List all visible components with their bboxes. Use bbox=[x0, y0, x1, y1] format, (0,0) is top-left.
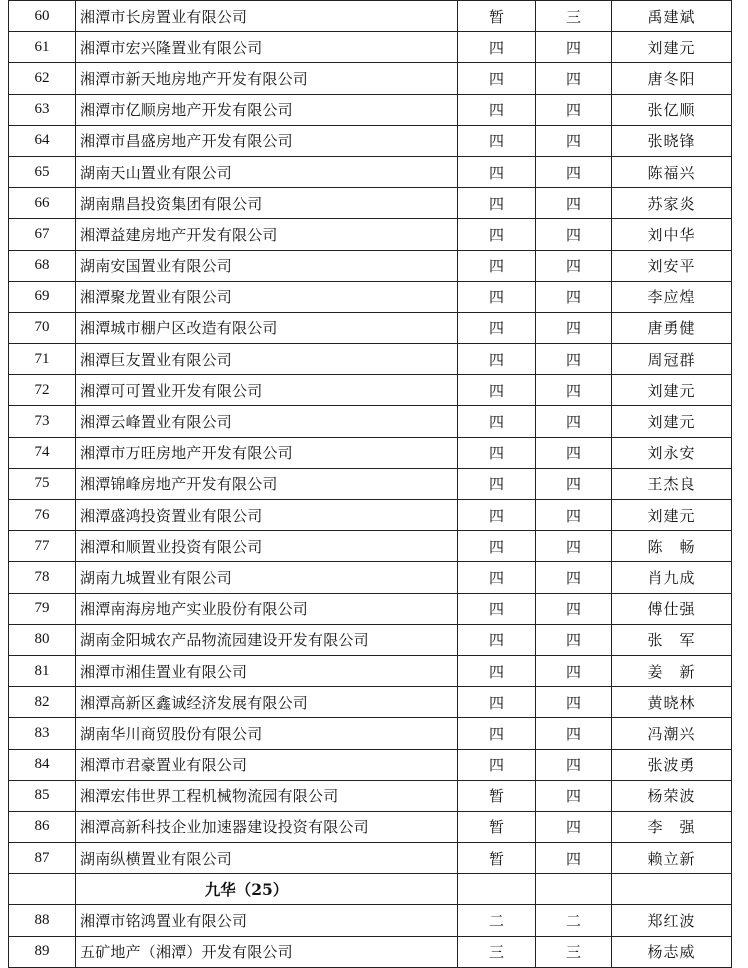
table-row bbox=[9, 63, 732, 94]
company-name: 湘潭和顺置业投资有限公司 bbox=[76, 531, 458, 562]
contact-person: 刘安平 bbox=[612, 250, 732, 281]
row-number: 81 bbox=[9, 655, 76, 686]
table-row bbox=[9, 936, 732, 967]
table-row bbox=[9, 437, 732, 468]
grade-2: 四 bbox=[536, 531, 612, 562]
table-row bbox=[9, 156, 732, 187]
company-name: 湘潭市宏兴隆置业有限公司 bbox=[76, 32, 458, 63]
grade-1: 四 bbox=[458, 406, 536, 437]
contact-person: 刘建元 bbox=[612, 375, 732, 406]
grade-2: 四 bbox=[536, 718, 612, 749]
grade-2: 四 bbox=[536, 843, 612, 874]
grade-2: 四 bbox=[536, 500, 612, 531]
table-row bbox=[9, 531, 732, 562]
company-name: 湖南九城置业有限公司 bbox=[76, 562, 458, 593]
row-number: 85 bbox=[9, 780, 76, 811]
company-name: 湘潭锦峰房地产开发有限公司 bbox=[76, 468, 458, 499]
grade-1: 四 bbox=[458, 468, 536, 499]
table-row bbox=[9, 344, 732, 375]
contact-person: 王杰良 bbox=[612, 468, 732, 499]
contact-person: 唐冬阳 bbox=[612, 63, 732, 94]
company-name: 湘潭市亿顺房地产开发有限公司 bbox=[76, 94, 458, 125]
contact-person: 刘永安 bbox=[612, 437, 732, 468]
company-name: 湘潭可可置业开发有限公司 bbox=[76, 375, 458, 406]
company-name: 湖南安国置业有限公司 bbox=[76, 250, 458, 281]
row-number: 70 bbox=[9, 312, 76, 343]
row-number: 63 bbox=[9, 94, 76, 125]
company-name: 湘潭市君豪置业有限公司 bbox=[76, 749, 458, 780]
company-name: 湘潭聚龙置业有限公司 bbox=[76, 281, 458, 312]
grade-1: 四 bbox=[458, 375, 536, 406]
grade-1: 四 bbox=[458, 437, 536, 468]
contact-person: 赖立新 bbox=[612, 843, 732, 874]
grade-2: 四 bbox=[536, 94, 612, 125]
company-name: 湖南纵横置业有限公司 bbox=[76, 843, 458, 874]
row-number: 78 bbox=[9, 562, 76, 593]
grade-1: 四 bbox=[458, 749, 536, 780]
grade-1: 四 bbox=[458, 655, 536, 686]
grade-2: 四 bbox=[536, 344, 612, 375]
grade-1: 四 bbox=[458, 624, 536, 655]
company-name: 湘潭市新天地房地产开发有限公司 bbox=[76, 63, 458, 94]
grade-2: 四 bbox=[536, 188, 612, 219]
contact-person: 张亿顺 bbox=[612, 94, 732, 125]
grade-2: 四 bbox=[536, 655, 612, 686]
grade-2: 四 bbox=[536, 624, 612, 655]
grade-1: 四 bbox=[458, 718, 536, 749]
table-row bbox=[9, 500, 732, 531]
row-number: 89 bbox=[9, 936, 76, 967]
grade-2: 四 bbox=[536, 593, 612, 624]
section-grade1-cell bbox=[458, 874, 536, 905]
table-body bbox=[9, 1, 732, 874]
company-name: 湖南鼎昌投资集团有限公司 bbox=[76, 188, 458, 219]
table-row bbox=[9, 312, 732, 343]
company-name: 湘潭市昌盛房地产开发有限公司 bbox=[76, 125, 458, 156]
company-name: 五矿地产（湘潭）开发有限公司 bbox=[76, 936, 458, 967]
table-row bbox=[9, 780, 732, 811]
company-name: 湖南金阳城农产品物流园建设开发有限公司 bbox=[76, 624, 458, 655]
grade-2: 四 bbox=[536, 811, 612, 842]
contact-person: 李 强 bbox=[612, 811, 732, 842]
company-name: 湘潭高新区鑫诚经济发展有限公司 bbox=[76, 687, 458, 718]
contact-person: 陈 畅 bbox=[612, 531, 732, 562]
row-number: 84 bbox=[9, 749, 76, 780]
row-number: 76 bbox=[9, 500, 76, 531]
grade-1: 四 bbox=[458, 32, 536, 63]
contact-person: 刘建元 bbox=[612, 406, 732, 437]
grade-2: 二 bbox=[536, 905, 612, 936]
grade-2: 四 bbox=[536, 281, 612, 312]
grade-2: 四 bbox=[536, 406, 612, 437]
grade-2: 四 bbox=[536, 125, 612, 156]
table-row bbox=[9, 655, 732, 686]
row-number: 66 bbox=[9, 188, 76, 219]
table-row bbox=[9, 905, 732, 936]
contact-person: 周冠群 bbox=[612, 344, 732, 375]
contact-person: 张 军 bbox=[612, 624, 732, 655]
grade-1: 暂 bbox=[458, 1, 536, 32]
grade-1: 四 bbox=[458, 156, 536, 187]
contact-person: 张晓锋 bbox=[612, 125, 732, 156]
company-name: 湘潭城市棚户区改造有限公司 bbox=[76, 312, 458, 343]
table-row bbox=[9, 219, 732, 250]
row-number: 68 bbox=[9, 250, 76, 281]
row-number: 80 bbox=[9, 624, 76, 655]
grade-2: 三 bbox=[536, 1, 612, 32]
company-name: 湘潭高新科技企业加速器建设投资有限公司 bbox=[76, 811, 458, 842]
table-row bbox=[9, 562, 732, 593]
contact-person: 张波勇 bbox=[612, 749, 732, 780]
row-number: 71 bbox=[9, 344, 76, 375]
grade-1: 二 bbox=[458, 905, 536, 936]
table-row bbox=[9, 811, 732, 842]
table-row bbox=[9, 281, 732, 312]
company-name: 湘潭市铭鸿置业有限公司 bbox=[76, 905, 458, 936]
company-name: 湖南天山置业有限公司 bbox=[76, 156, 458, 187]
row-number: 62 bbox=[9, 63, 76, 94]
company-name: 湘潭宏伟世界工程机械物流园有限公司 bbox=[76, 780, 458, 811]
contact-person: 李应煌 bbox=[612, 281, 732, 312]
grade-1: 四 bbox=[458, 63, 536, 94]
contact-person: 杨荣波 bbox=[612, 780, 732, 811]
contact-person: 禹建斌 bbox=[612, 1, 732, 32]
row-number: 67 bbox=[9, 219, 76, 250]
grade-2: 四 bbox=[536, 32, 612, 63]
grade-2: 四 bbox=[536, 63, 612, 94]
table-row bbox=[9, 718, 732, 749]
row-number: 65 bbox=[9, 156, 76, 187]
table-row bbox=[9, 125, 732, 156]
section-header-row bbox=[9, 874, 732, 905]
table-row bbox=[9, 32, 732, 63]
row-number: 86 bbox=[9, 811, 76, 842]
company-name: 湘潭市长房置业有限公司 bbox=[76, 1, 458, 32]
grade-1: 四 bbox=[458, 312, 536, 343]
grade-1: 三 bbox=[458, 936, 536, 967]
grade-2: 四 bbox=[536, 375, 612, 406]
grade-1: 暂 bbox=[458, 780, 536, 811]
row-number: 69 bbox=[9, 281, 76, 312]
company-name: 湘潭市万旺房地产开发有限公司 bbox=[76, 437, 458, 468]
row-number: 87 bbox=[9, 843, 76, 874]
grade-1: 暂 bbox=[458, 843, 536, 874]
grade-2: 四 bbox=[536, 250, 612, 281]
table-row bbox=[9, 406, 732, 437]
grade-2: 三 bbox=[536, 936, 612, 967]
company-name: 湘潭云峰置业有限公司 bbox=[76, 406, 458, 437]
grade-1: 四 bbox=[458, 281, 536, 312]
contact-person: 刘建元 bbox=[612, 32, 732, 63]
contact-person: 傅仕强 bbox=[612, 593, 732, 624]
table-row bbox=[9, 593, 732, 624]
company-name: 湘潭巨友置业有限公司 bbox=[76, 344, 458, 375]
table-row bbox=[9, 250, 732, 281]
row-number: 75 bbox=[9, 468, 76, 499]
grade-1: 四 bbox=[458, 562, 536, 593]
row-number: 77 bbox=[9, 531, 76, 562]
grade-1: 四 bbox=[458, 219, 536, 250]
section-number-cell bbox=[9, 874, 76, 905]
table-row bbox=[9, 468, 732, 499]
contact-person: 杨志威 bbox=[612, 936, 732, 967]
table-row bbox=[9, 749, 732, 780]
section-grade2-cell bbox=[536, 874, 612, 905]
grade-1: 四 bbox=[458, 250, 536, 281]
grade-1: 暂 bbox=[458, 811, 536, 842]
row-number: 64 bbox=[9, 125, 76, 156]
grade-1: 四 bbox=[458, 125, 536, 156]
company-name: 湖南华川商贸股份有限公司 bbox=[76, 718, 458, 749]
table-row bbox=[9, 375, 732, 406]
grade-2: 四 bbox=[536, 156, 612, 187]
row-number: 74 bbox=[9, 437, 76, 468]
row-number: 73 bbox=[9, 406, 76, 437]
row-number: 88 bbox=[9, 905, 76, 936]
grade-1: 四 bbox=[458, 687, 536, 718]
grade-2: 四 bbox=[536, 219, 612, 250]
table-row bbox=[9, 843, 732, 874]
table-row bbox=[9, 188, 732, 219]
table-row bbox=[9, 1, 732, 32]
table-row bbox=[9, 687, 732, 718]
section-person-cell bbox=[612, 874, 732, 905]
row-number: 72 bbox=[9, 375, 76, 406]
company-name: 湘潭市湘佳置业有限公司 bbox=[76, 655, 458, 686]
contact-person: 苏家炎 bbox=[612, 188, 732, 219]
enterprise-table bbox=[8, 0, 732, 968]
contact-person: 刘建元 bbox=[612, 500, 732, 531]
grade-1: 四 bbox=[458, 593, 536, 624]
grade-2: 四 bbox=[536, 468, 612, 499]
grade-2: 四 bbox=[536, 780, 612, 811]
contact-person: 姜 新 bbox=[612, 655, 732, 686]
row-number: 61 bbox=[9, 32, 76, 63]
contact-person: 冯潮兴 bbox=[612, 718, 732, 749]
grade-2: 四 bbox=[536, 687, 612, 718]
row-number: 79 bbox=[9, 593, 76, 624]
company-name: 湘潭益建房地产开发有限公司 bbox=[76, 219, 458, 250]
grade-1: 四 bbox=[458, 188, 536, 219]
grade-1: 四 bbox=[458, 344, 536, 375]
contact-person: 陈福兴 bbox=[612, 156, 732, 187]
contact-person: 唐勇健 bbox=[612, 312, 732, 343]
contact-person: 刘中华 bbox=[612, 219, 732, 250]
contact-person: 肖九成 bbox=[612, 562, 732, 593]
company-name: 湘潭盛鸿投资置业有限公司 bbox=[76, 500, 458, 531]
grade-2: 四 bbox=[536, 749, 612, 780]
table-row bbox=[9, 94, 732, 125]
table-body-section bbox=[9, 905, 732, 967]
table-row bbox=[9, 624, 732, 655]
row-number: 60 bbox=[9, 1, 76, 32]
grade-1: 四 bbox=[458, 94, 536, 125]
contact-person: 黄晓林 bbox=[612, 687, 732, 718]
section-title: 九华（25） bbox=[76, 874, 458, 905]
section-header-group bbox=[9, 874, 732, 905]
contact-person: 郑红波 bbox=[612, 905, 732, 936]
company-name: 湘潭南海房地产实业股份有限公司 bbox=[76, 593, 458, 624]
grade-1: 四 bbox=[458, 500, 536, 531]
grade-1: 四 bbox=[458, 531, 536, 562]
grade-2: 四 bbox=[536, 562, 612, 593]
grade-2: 四 bbox=[536, 312, 612, 343]
grade-2: 四 bbox=[536, 437, 612, 468]
row-number: 83 bbox=[9, 718, 76, 749]
row-number: 82 bbox=[9, 687, 76, 718]
